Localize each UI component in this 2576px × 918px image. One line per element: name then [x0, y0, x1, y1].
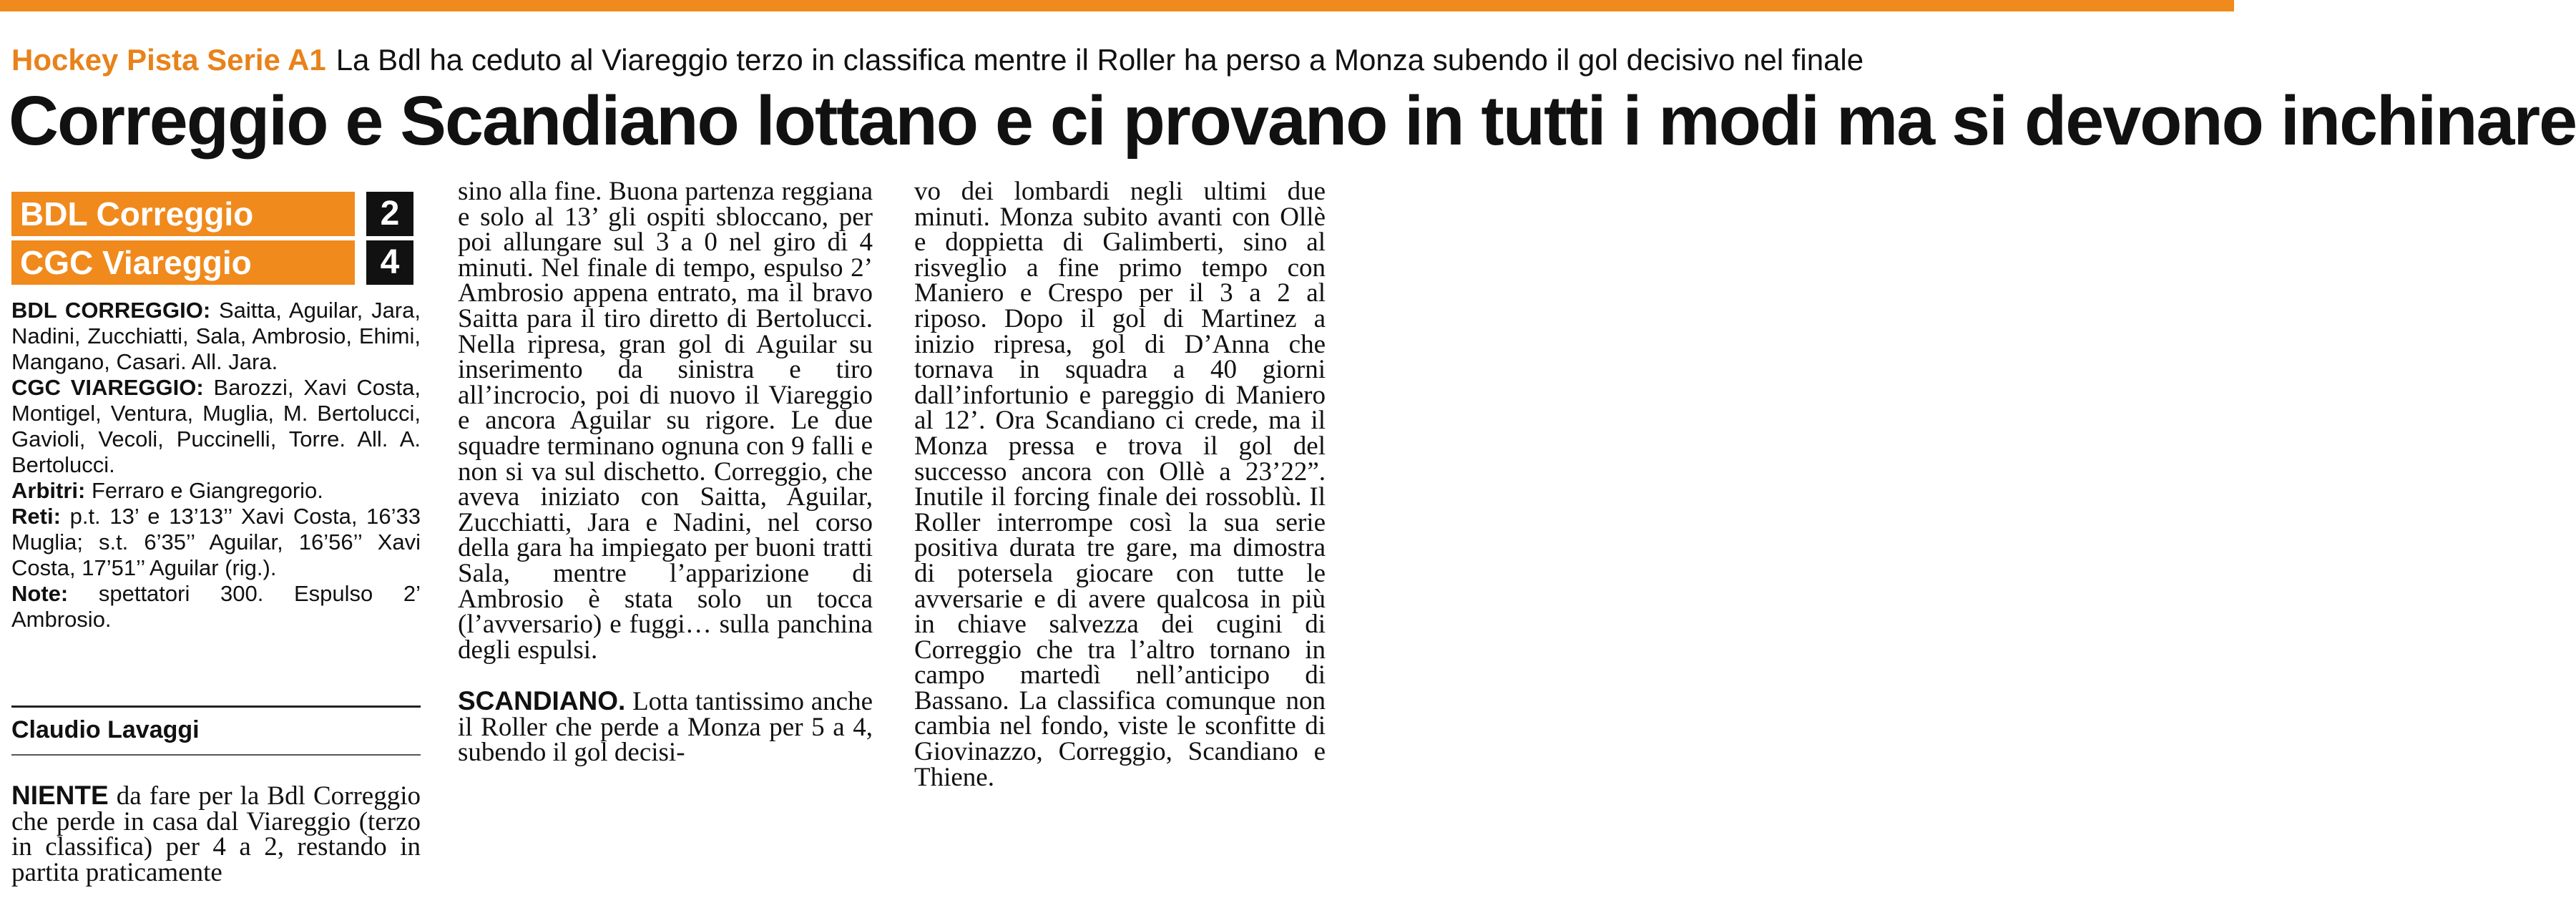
- away-lineup: [11, 375, 421, 478]
- lead-word: NIENTE: [11, 781, 109, 810]
- away-team-score: 4: [366, 240, 413, 285]
- notes-label: Note:: [11, 581, 69, 606]
- referees-label: Arbitri:: [11, 478, 86, 503]
- home-lineup-players: Saitta, Aguilar, Jara, Nadini, Zucchiatti, Sala, Ambrosio, Ehimi, Mangano, Casari. All. Jara.: [11, 298, 421, 374]
- home-lineup-label: BDL CORREGGIO:: [11, 298, 211, 323]
- article-paragraph: sino alla fine. Buona partenza reggiana e solo al 13’ gli ospiti sbloccano, per poi allungare sul 3 a 0 nel giro di 4 minuti. Nel finale di tempo, espulso 2’ Ambrosio appena entrato, ma il bravo Saitta para il tiro diretto di Bertolucci. Nella ripresa, gran gol di Aguilar su inserimento da sinistra e tiro all’incrocio, poi di nuovo il Viareggio e ancora Aguilar su rigore. Le due squadre terminano ognuna con 9 falli e non si va sul dischetto. Correggio, che aveva iniziato con Saitta, Aguilar, Zucchiatti, Jara e Nadini, nel corso della gara ha impiegato per buoni tratti Sala, mentre l’apparizione di Ambrosio è stata solo un tocca (l’avversario) e fuggi… sulla panchina degli espulsi.: [458, 177, 873, 665]
- home-lineup: [11, 298, 421, 375]
- section-label: Hockey Pista Serie A1: [11, 43, 326, 77]
- article-column-3: [914, 179, 1326, 790]
- away-lineup-label: CGC VIAREGGIO:: [11, 375, 204, 400]
- article-column-1-text: da fare per la Bdl Correggio che perde in casa dal Viareggio (terzo in classifica) per 4 a 2, restando in partita praticamente: [11, 781, 421, 887]
- article-lead-paragraph: [11, 783, 421, 885]
- author-byline: Claudio Lavaggi: [11, 716, 200, 743]
- home-team-name: BDL Correggio: [11, 192, 355, 236]
- goals: [11, 504, 421, 581]
- article-column-2: [458, 179, 873, 766]
- article-column-1: [11, 783, 421, 885]
- match-summary-box: [11, 298, 421, 633]
- referees-names: Ferraro e Giangregorio.: [91, 478, 323, 503]
- article-paragraph-scandiano: [458, 688, 873, 766]
- byline-divider: [11, 754, 421, 756]
- goals-list: p.t. 13’ e 13’13’’ Xavi Costa, 16’33 Muglia; s.t. 6’35’’ Aguilar, 16’56’’ Xavi Costa, 17’51’’ Aguilar (rig.).: [11, 504, 421, 580]
- kicker: [11, 41, 1864, 79]
- away-lineup-players: Barozzi, Xavi Costa, Montigel, Ventura, Muglia, M. Bertolucci, Gavioli, Vecoli, Puccinelli, Torre. All. A. Bertolucci.: [11, 375, 421, 477]
- goals-label: Reti:: [11, 504, 61, 529]
- top-accent-rule: [0, 0, 2234, 11]
- referees: [11, 478, 421, 504]
- notes: [11, 581, 421, 633]
- subheadline: La Bdl ha ceduto al Viareggio terzo in classifica mentre il Roller ha perso a Monza subendo il gol decisivo nel finale: [336, 43, 1864, 77]
- article-column-2-paragraph-2-text: Lotta tantissimo anche il Roller che perde a Monza per 5 a 4, subendo il gol decisi-: [458, 687, 873, 768]
- paragraph-lead: SCANDIANO.: [458, 686, 626, 716]
- home-team-score: 2: [366, 192, 413, 236]
- article-paragraph-continued: vo dei lombardi negli ultimi due minuti. Monza subito avanti con Ollè e doppietta di Galimberti, sino al risveglio a fine primo tempo con Maniero e Crespo per il 3 a 2 al riposo. Dopo il gol di Martinez a inizio ripresa, gol di D’Anna che tornava in squadra a 40 giorni dall’infortunio e pareggio di Maniero al 12’. Ora Scandiano ci crede, ma il Monza pressa e trova il gol del successo ancora con Ollè a 23’22”. Inutile il forcing finale dei rossoblù. Il Roller interrompe così la sua serie positiva durata tre gare, ma dimostra di potersela giocare con tutte le avversarie e di avere qualcosa in più in chiave salvezza dei cugini di Correggio che tra l’altro tornano in campo martedì nell’anticipo di Bassano. La classifica comunque non cambia nel fondo, viste le sconfitte di Giovinazzo, Correggio, Scandiano e Thiene.: [914, 177, 1326, 792]
- summary-divider: [11, 705, 421, 708]
- notes-text: spettatori 300. Espulso 2’ Ambrosio.: [11, 581, 421, 632]
- away-team-name: CGC Viareggio: [11, 240, 355, 285]
- headline: Correggio e Scandiano lottano e ci provano in tutti i modi ma si devono inchinare: [9, 82, 2576, 160]
